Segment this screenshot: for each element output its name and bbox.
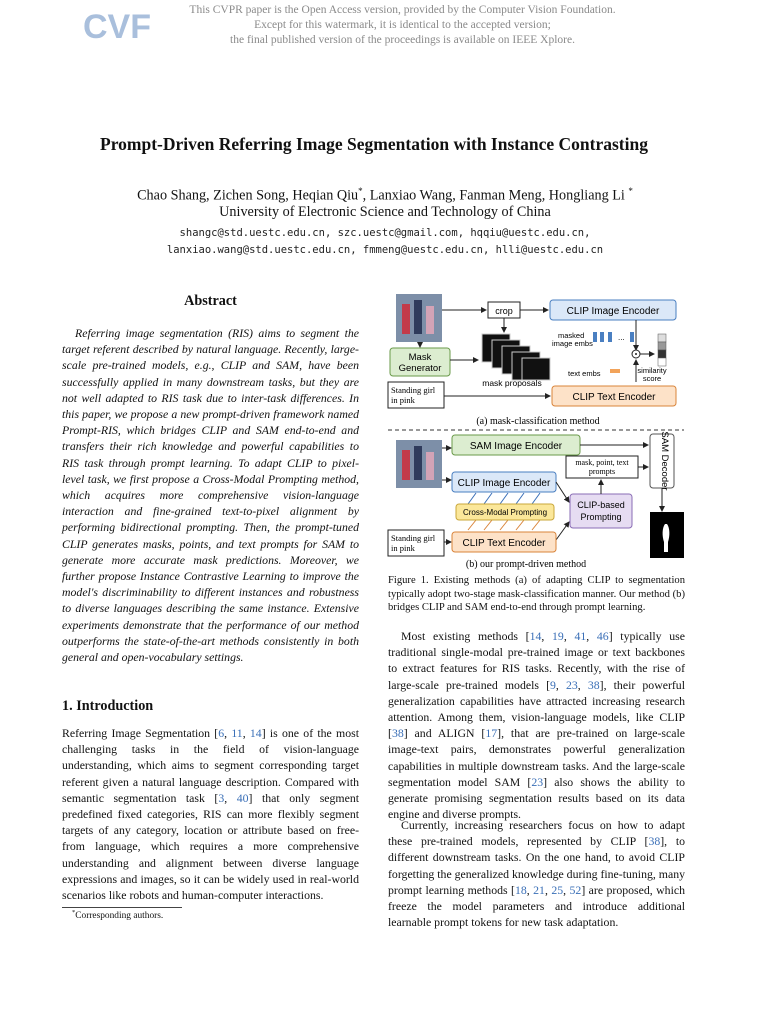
svg-text:CLIP Image Encoder: CLIP Image Encoder (457, 478, 551, 489)
citation[interactable]: 25 (551, 882, 564, 897)
svg-text:CLIP Text Encoder: CLIP Text Encoder (572, 392, 656, 403)
citation[interactable]: 18 (514, 882, 527, 897)
subfigure-a-label: (a) mask-classification method (476, 416, 600, 427)
svg-text:mask proposals: mask proposals (482, 378, 542, 388)
citation[interactable]: 38 (648, 834, 661, 849)
citation[interactable]: 11 (231, 726, 243, 740)
citation[interactable]: 21 (533, 882, 545, 897)
subfigure-b-label: (b) our prompt-driven method (465, 559, 587, 570)
citation[interactable]: 40 (236, 790, 249, 805)
citation[interactable]: 46 (596, 629, 609, 643)
svg-text:CLIP Image Encoder: CLIP Image Encoder (566, 306, 660, 317)
paper-title: Prompt-Driven Referring Image Segmentation with Instance Contrasting (100, 134, 648, 154)
svg-text:prompts: prompts (588, 467, 616, 476)
svg-text:Standing girl: Standing girl (391, 385, 436, 395)
input-photo-a (396, 294, 442, 342)
email-line-2: lanxiao.wang@std.uestc.edu.cn, fmmeng@uestc.edu.cn, hlli@uestc.edu.cn (166, 244, 604, 256)
citation[interactable]: 14 (529, 629, 542, 643)
affiliation: University of Electronic Science and Technology of China (219, 204, 551, 220)
watermark-line-3: the final published version of the proceedings is available on IEEE Xplore. (230, 34, 575, 46)
similarity-score-bar (658, 334, 666, 366)
citation[interactable]: 52 (569, 882, 582, 897)
svg-text:in pink: in pink (391, 543, 415, 553)
svg-text:CVF: CVF (83, 8, 151, 46)
body-paragraph-1: Most existing methods [14, 19, 41, 46] typically use traditional single-modal pre-trained image or text backbones to extract features for RIS tasks. Recently, with the rise of large-scale pre-trained models [9, 23, 38], their powerful generalization capabilities have attracted increasing research attention. Among them, vision-language models, like CLIP [38] and ALIGN [17], that are pre-trained on large-scale image-text pairs, demonstrates powerful generalization capabilities in multiple downstream tasks. And the large-scale segmentation model SAM [23] also shows the ability to generate promising segmentation results based on its data engine and diverse prompts. (388, 629, 686, 822)
svg-text:mask, point, text: mask, point, text (575, 458, 629, 467)
svg-text:...: ... (618, 333, 625, 342)
introduction-paragraph: Referring Image Segmentation [6, 11, 14] is one of the most challenging tasks in the field of vision-language understanding, which aims to segment corresponding target referent given a natural language description. Compared with semantic segmentation task [3, 40] that only segment predefined fixed categories, RIS can more flexibly segment targets of any category, location or attribute based on free-from language, which requires a more comprehensive understanding and alignment between diverse language expressions and images, so it can be widely used in real-world scenarios like robots and human-computer interactions. (62, 726, 360, 903)
author-list: Chao Shang, Zichen Song, Heqian Qiu*, Lanxiao Wang, Fanman Meng, Hongliang Li * (137, 186, 633, 204)
mask-proposals-stack (482, 334, 550, 380)
figure-caption: Figure 1. Existing methods (a) of adapting CLIP to segmentation typically adopt two-stage mask-classification manner. Our method (b) bridges CLIP and SAM end-to-end through prompt learning. (388, 575, 685, 614)
figure-1 (386, 290, 686, 572)
svg-text:CLIP-based: CLIP-based (577, 500, 625, 510)
citation[interactable]: 9 (550, 677, 556, 692)
svg-text:similarity: similarity (637, 366, 667, 375)
footnote-rule (62, 907, 182, 908)
svg-text:score: score (642, 374, 662, 383)
svg-text:in pink: in pink (391, 395, 415, 405)
masked-embs-label: masked (558, 331, 585, 340)
cvf-logo (83, 6, 151, 46)
citation[interactable]: 38 (391, 726, 404, 741)
svg-text:Cross-Modal Prompting: Cross-Modal Prompting (462, 508, 548, 517)
footnote: *Corresponding authors. (72, 909, 164, 922)
citation[interactable]: 23 (531, 774, 544, 789)
citation[interactable]: 38 (587, 677, 600, 692)
citation[interactable]: 41 (574, 629, 587, 643)
svg-text:crop: crop (495, 306, 513, 316)
svg-text:SAM Image Encoder: SAM Image Encoder (469, 441, 563, 452)
citation[interactable]: 3 (218, 790, 225, 805)
citation[interactable]: 17 (485, 726, 498, 741)
input-photo-b (396, 440, 442, 488)
watermark-line-2: Except for this watermark, it is identical to the accepted version; (254, 19, 551, 31)
citation[interactable]: 14 (249, 726, 262, 740)
svg-text:CLIP Text Encoder: CLIP Text Encoder (462, 538, 546, 549)
abstract-text: Referring image segmentation (RIS) aims to segment the target referent described by natural language. Recently, large-scale pre-trained models, e.g., CLIP and SAM, have been successfully applied in many downstream tasks, but they are not well adapted to RIS task due to inter-task differences. In this paper, we propose a new prompt-driven framework named Prompt-RIS, which bridges CLIP and SAM end-to-end and transfers their rich knowledge and powerful capabilities to RIS task through prompt learning. To adapt CLIP to pixel-level task, we first propose a Cross-Modal Prompting method, which acquires more comprehensive vision-language interaction and fine-grained text-to-pixel alignment by performing bidirectional prompting. Then, the prompt-tuned CLIP generates masks, points, and text prompts for SAM to generate more accurate mask predictions. Moreover, we further propose Instance Contrastive Learning to improve the model's discriminability to different instances and robustness to diverse languages describing the same instance. Extensive experiments demonstrate that the performance of our method outperforms the state-of-the-art methods consistently in both general and open-vocabulary settings. (62, 326, 359, 665)
citation[interactable]: 6 (218, 726, 225, 740)
introduction-heading: 1. Introduction (62, 698, 154, 714)
svg-text:Generator: Generator (398, 363, 442, 374)
cross-modal-arrows (468, 493, 540, 504)
body-paragraph-2: Currently, increasing researchers focus on how to adapt these pre-trained models, represented by CLIP [38], to different downstream tasks. On the one hand, to avoid CLIP forgetting the generalized knowledge during fine-tuning, many prompt learning methods [18, 21, 25, 52] are proposed, which freeze the model parameters and introduce additional learnable prompt tokens for new task adaptation. (388, 818, 685, 930)
svg-text:SAM Decoder: SAM Decoder (659, 431, 670, 491)
watermark-line-1: This CVPR paper is the Open Access version, provided by the Computer Vision Foundation. (189, 4, 616, 16)
svg-text:Mask: Mask (408, 352, 432, 363)
email-line-1: shangc@std.uestc.edu.cn, szc.uestc@gmail.com, hqqiu@uestc.edu.cn, (179, 227, 591, 239)
svg-text:image embs: image embs (552, 339, 593, 348)
citation[interactable]: 19 (552, 629, 564, 643)
svg-text:text embs: text embs (568, 369, 601, 378)
svg-text:Standing girl: Standing girl (391, 533, 436, 543)
citation[interactable]: 23 (565, 677, 578, 692)
svg-text:Prompting: Prompting (580, 512, 622, 522)
abstract-heading: Abstract (184, 293, 237, 309)
